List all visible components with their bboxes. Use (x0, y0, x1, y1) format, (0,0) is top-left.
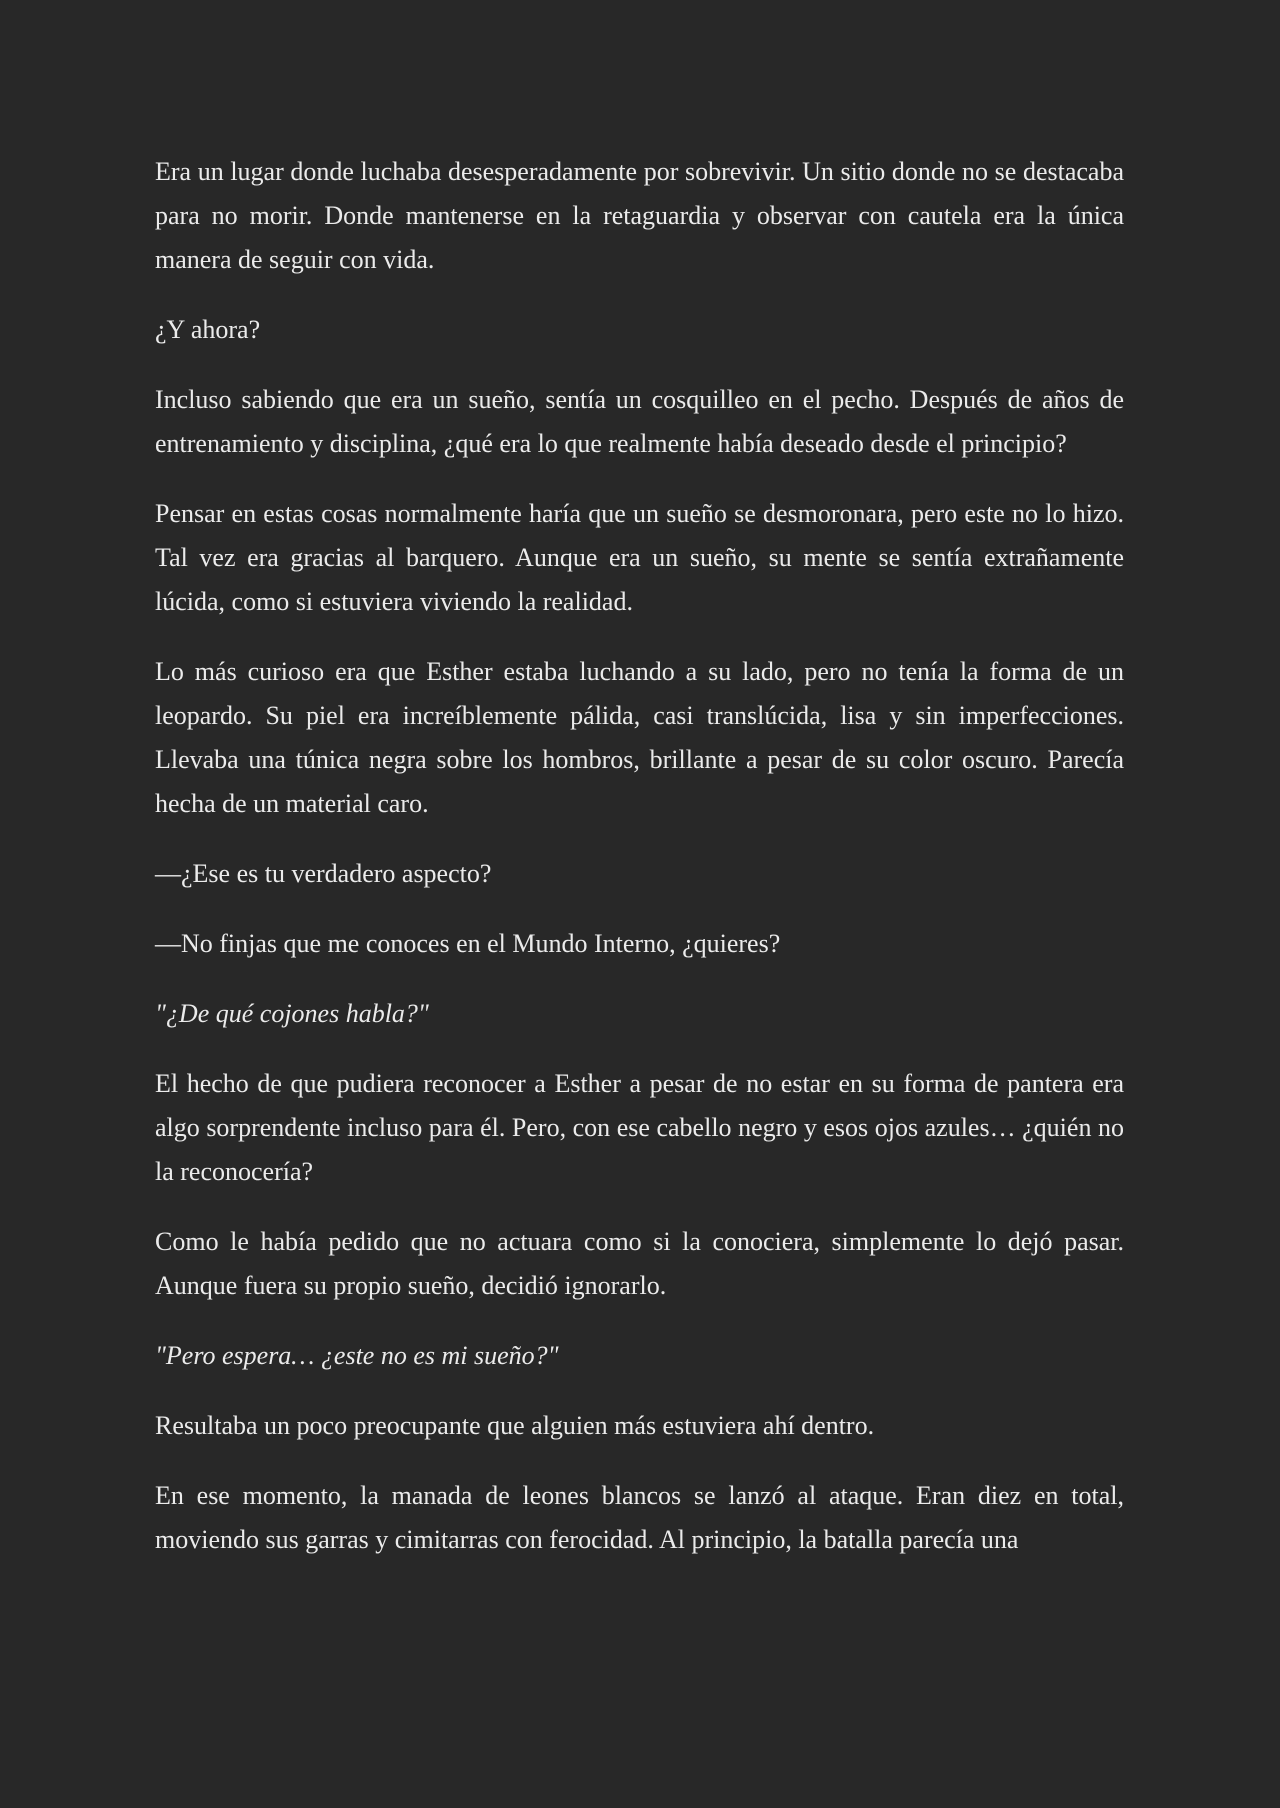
paragraph-2: ¿Y ahora? (155, 315, 261, 344)
inner-thought-1: "¿De qué cojones habla?" (155, 999, 429, 1028)
dialogue-2: —No finjas que me conoces en el Mundo Interno, ¿quieres? (155, 929, 781, 958)
paragraph-8: Resultaba un poco preocupante que alguien más estuviera ahí dentro. (155, 1411, 875, 1440)
inner-thought-2: "Pero espera… ¿este no es mi sueño?" (155, 1341, 559, 1370)
paragraph-9: En ese momento, la manada de leones blancos se lanzó al ataque. Eran diez en total, moviendo sus garras y cimitarras con ferocidad. Al principio, la batalla parecía una (155, 1481, 1124, 1554)
dialogue-1: —¿Ese es tu verdadero aspecto? (155, 859, 492, 888)
paragraph-7: Como le había pedido que no actuara como si la conociera, simplemente lo dejó pasar. Aunque fuera su propio sueño, decidió ignorarlo. (155, 1227, 1124, 1300)
paragraph-6: El hecho de que pudiera reconocer a Esther a pesar de no estar en su forma de pantera era algo sorprendente incluso para él. Pero, con ese cabello negro y esos ojos azules… ¿quién no la reconocería? (155, 1069, 1124, 1186)
paragraph-1: Era un lugar donde luchaba desesperadamente por sobrevivir. Un sitio donde no se destacaba para no morir. Donde mantenerse en la retaguardia y observar con cautela era la única manera de seguir con vida. (155, 157, 1124, 274)
paragraph-5: Lo más curioso era que Esther estaba luchando a su lado, pero no tenía la forma de un leopardo. Su piel era increíblemente pálida, casi translúcida, lisa y sin imperfecciones. Llevaba una túnica negra sobre los hombros, brillante a pesar de su color oscuro. Parecía hecha de un material caro. (155, 657, 1124, 818)
paragraph-3: Incluso sabiendo que era un sueño, sentía un cosquilleo en el pecho. Después de años de entrenamiento y disciplina, ¿qué era lo que realmente había deseado desde el principio? (155, 385, 1124, 458)
paragraph-4: Pensar en estas cosas normalmente haría que un sueño se desmoronara, pero este no lo hizo. Tal vez era gracias al barquero. Aunque era un sueño, su mente se sentía extrañamente lúcida, como si estuviera viviendo la realidad. (155, 499, 1124, 616)
